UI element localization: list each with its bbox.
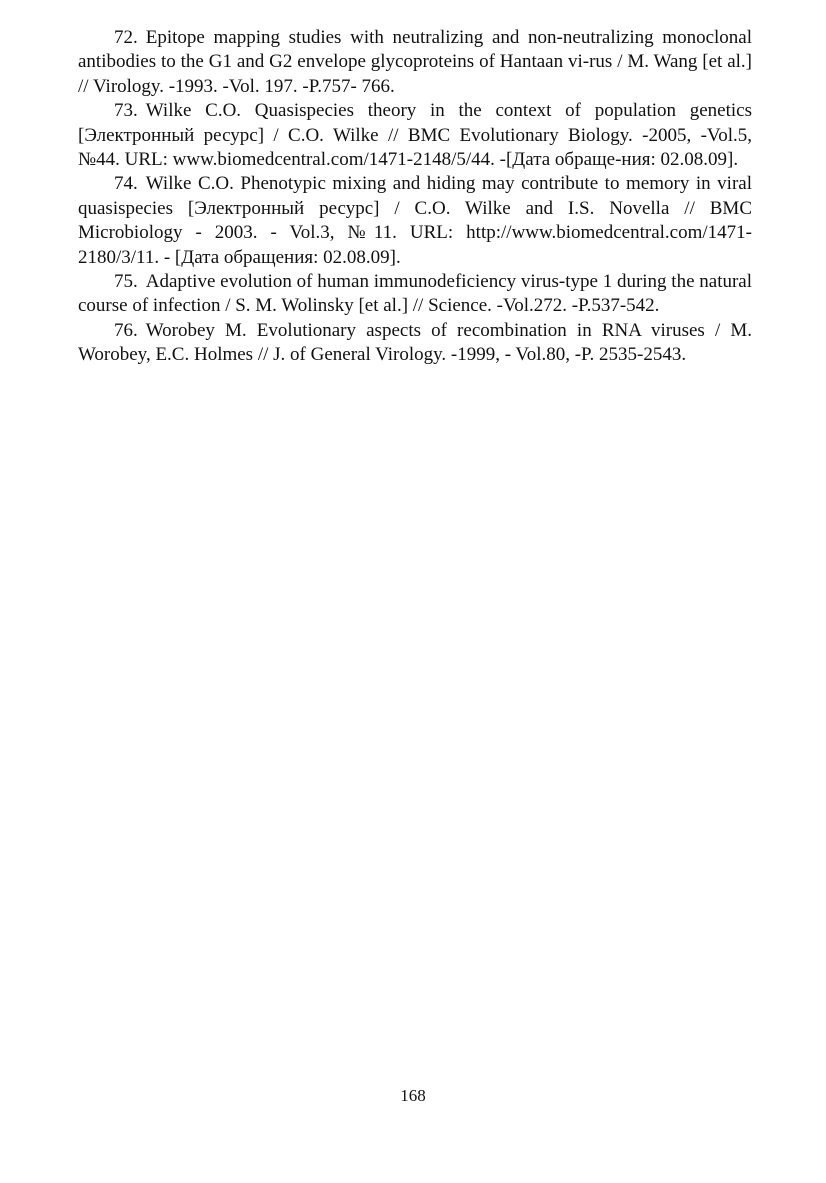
reference-item-73	[78, 99, 752, 172]
reference-item-74	[78, 172, 752, 270]
page-number: 168	[400, 1086, 426, 1105]
reference-text: Wilke C.O. Quasispecies theory in the context of population genetics [Электронный ресурс] / C.O. Wilke // BMC Evolutionary Biology. -2005, -Vol.5, №44. URL: www.biomedcentral.com/1471-2148/5/44. -[Дата обраще-ния: 02.08.09].	[78, 100, 752, 171]
reference-text: Wilke C.O. Phenotypic mixing and hiding may contribute to memory in viral quasispecies [Электронный ресурс] / C.O. Wilke and I.S. Novella // BMC Microbiology - 2003. - Vol.3, №11. URL: http://www.biomedcentral.com/1471-2180/3/11. - [Дата обращения: 02.08.09].	[78, 173, 752, 268]
reference-text: Adaptive evolution of human immunodeficiency virus-type 1 during the natural course of infection / S. M. Wolinsky [et al.] // Science. -Vol.272. -P.537-542.	[78, 271, 753, 317]
reference-item-72	[78, 26, 752, 99]
reference-text: Epitope mapping studies with neutralizing and non-neutralizing monoclonal antibodies to the G1 and G2 envelope glycoproteins of Hantaan vi-rus / M. Wang [et al.] // Virology. -1993. -Vol. 197. -P.757- 766.	[78, 27, 752, 97]
reference-item-76	[78, 319, 752, 368]
reference-list	[78, 26, 752, 368]
reference-item-75	[78, 270, 752, 319]
reference-number: 75.	[114, 271, 138, 293]
reference-number: 72.	[114, 27, 138, 48]
reference-number: 74.	[114, 173, 138, 195]
reference-text: Worobey M. Evolutionary aspects of recombination in RNA viruses / M. Worobey, E.C. Holmes // J. of General Virology. -1999, - Vol.80, -P. 2535-2543.	[78, 319, 752, 366]
reference-number: 73.	[114, 100, 138, 122]
reference-number: 76.	[114, 319, 138, 341]
